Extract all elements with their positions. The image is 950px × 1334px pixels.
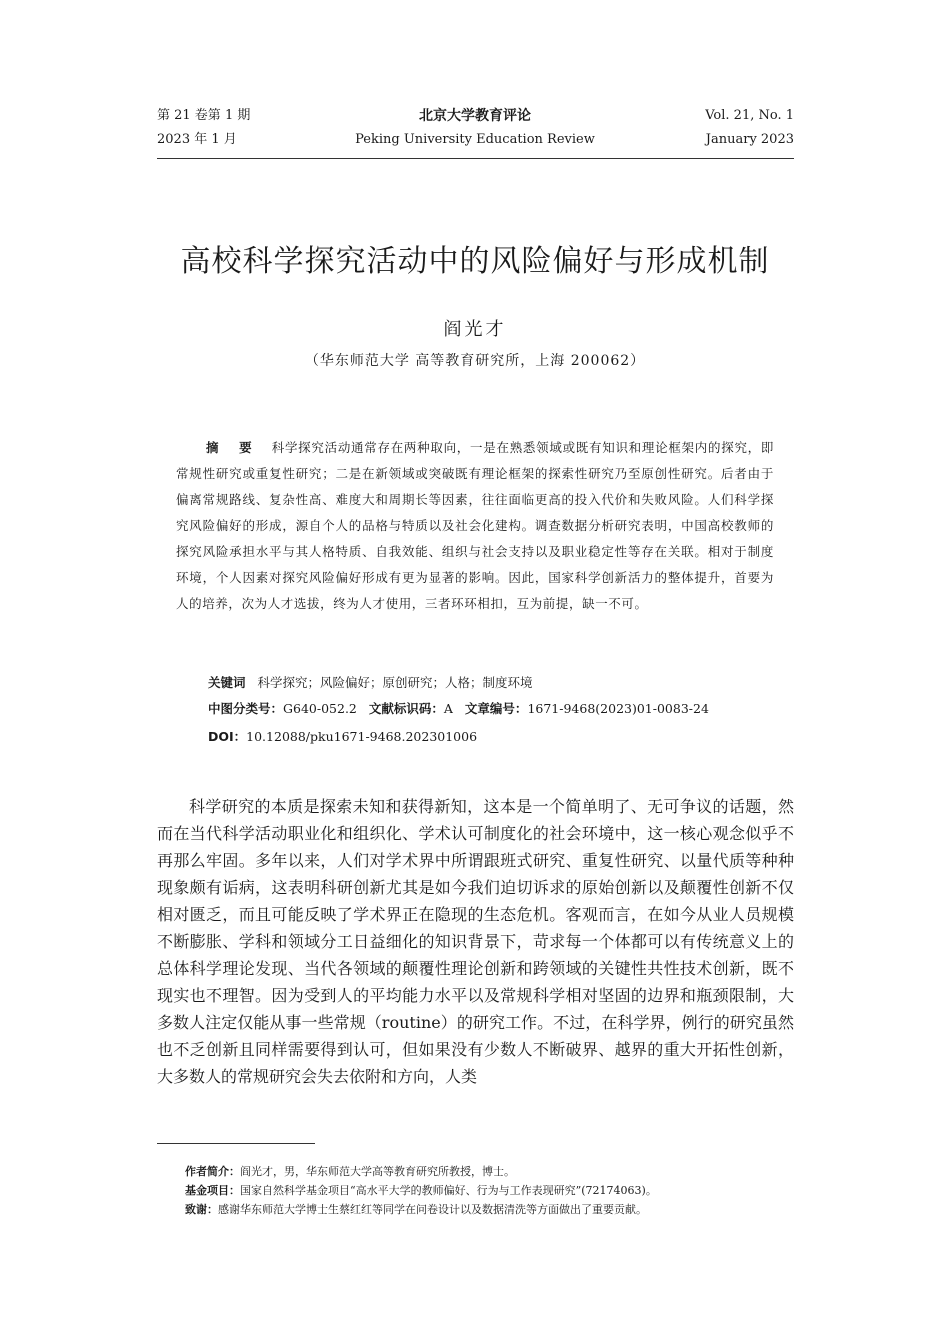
author-name: 阎光才 [443,319,507,340]
article-no-value: 1671-9468(2023)01-0083-24 [527,701,709,716]
doi-line [208,727,774,747]
article-no-label: 文章编号： [464,701,528,716]
journal-name-cn: 北京大学教育评论 [419,108,531,124]
date-cn: 2023 年 1 月 [157,132,237,147]
doi-label: DOI： [208,729,247,744]
footnotes [185,1162,795,1219]
footnote-divider [157,1143,315,1144]
volume-en: Vol. 21, No. 1 [705,108,794,123]
author-affiliation: （华东师范大学 高等教育研究所，上海 200062） [304,353,646,369]
footnote-author [185,1162,795,1181]
footnote-fund-text: 国家自然科学基金项目“高水平大学的教师偏好、行为与工作表现研究”(72174063)。 [240,1184,657,1197]
keywords [208,673,774,693]
footnote-fund-label: 基金项目： [185,1184,240,1197]
abstract-text: 科学探究活动通常存在两种取向，一是在熟悉领域或既有知识和理论框架内的探究，即常规性研究或重复性研究；二是在新领域或突破既有理论框架的探索性研究乃至原创性研究。后者由于偏离常规路线、复杂性高、难度大和周期长等因素，往往面临更高的投入代价和失败风险。人们科学探究风险偏好的形成，源自个人的品格与特质以及社会化建构。调查数据分析研究表明，中国高校教师的探究风险承担水平与其人格特质、自我效能、组织与社会支持以及职业稳定性等存在关联。相对于制度环境，个人因素对探究风险偏好形成有更为显著的影响。因此，国家科学创新活力的整体提升，首要为人的培养，次为人才选拔，终为人才使用，三者环环相扣，互为前提，缺一不可。 [176,440,774,611]
clc-label: 中图分类号： [208,701,284,716]
footnote-thanks-label: 致谢： [185,1203,218,1216]
doi-value: 10.12088/pku1671-9468.202301006 [246,729,478,744]
header-right [594,104,794,152]
body-paragraph: 科学研究的本质是探索未知和获得新知，这本是一个简单明了、无可争议的话题，然而在当代科学活动职业化和组织化、学术认可制度化的社会环境中，这一核心观念似乎不再那么牢固。多年以来，人们对学术界中所谓跟班式研究、重复性研究、以量代质等种种现象颇有诟病，这表明科研创新尤其是如今我们迫切诉求的原始创新以及颠覆性创新不仅相对匮乏，而且可能反映了学术界正在隐现的生态危机。客观而言，在如今从业人员规模不断膨胀、学科和领域分工日益细化的知识背景下，苛求每一个体都可以有传统意义上的总体科学理论发现、当代各领域的颠覆性理论创新和跨领域的关键性共性技术创新，既不现实也不理智。因为受到人的平均能力水平以及常规科学相对坚固的边界和瓶颈限制，大多数人注定仅能从事一些常规（routine）的研究工作。不过，在科学界，例行的研究虽然也不乏创新且同样需要得到认可，但如果没有少数人不断破界、越界的重大开拓性创新，大多数人的常规研究会失去依附和方向，人类 [157,797,794,1086]
abstract-label: 摘 要 [206,440,260,455]
abstract [176,435,774,617]
clc-value: G640-052.2 [283,701,357,716]
journal-name-en: Peking University Education Review [355,132,595,147]
footnote-fund [185,1181,795,1200]
header-divider [157,158,794,159]
doc-code-label: 文献标识码： [368,701,444,716]
footnote-thanks-text: 感谢华东师范大学博士生蔡红红等同学在问卷设计以及数据清洗等方面做出了重要贡献。 [218,1203,647,1216]
classification-line [208,699,798,719]
footnote-thanks [185,1200,795,1219]
keywords-label: 关键词 [208,675,246,690]
date-en: January 2023 [705,132,794,147]
article-title: 高校科学探究活动中的风险偏好与形成机制 [180,244,770,279]
footnote-author-text: 阎光才，男，华东师范大学高等教育研究所教授，博士。 [240,1165,515,1178]
keywords-text: 科学探究；风险偏好；原创研究；人格；制度环境 [257,675,533,690]
footnote-author-label: 作者简介： [185,1165,240,1178]
doc-code-value: A [443,701,453,716]
volume-cn: 第 21 卷第 1 期 [157,108,251,123]
